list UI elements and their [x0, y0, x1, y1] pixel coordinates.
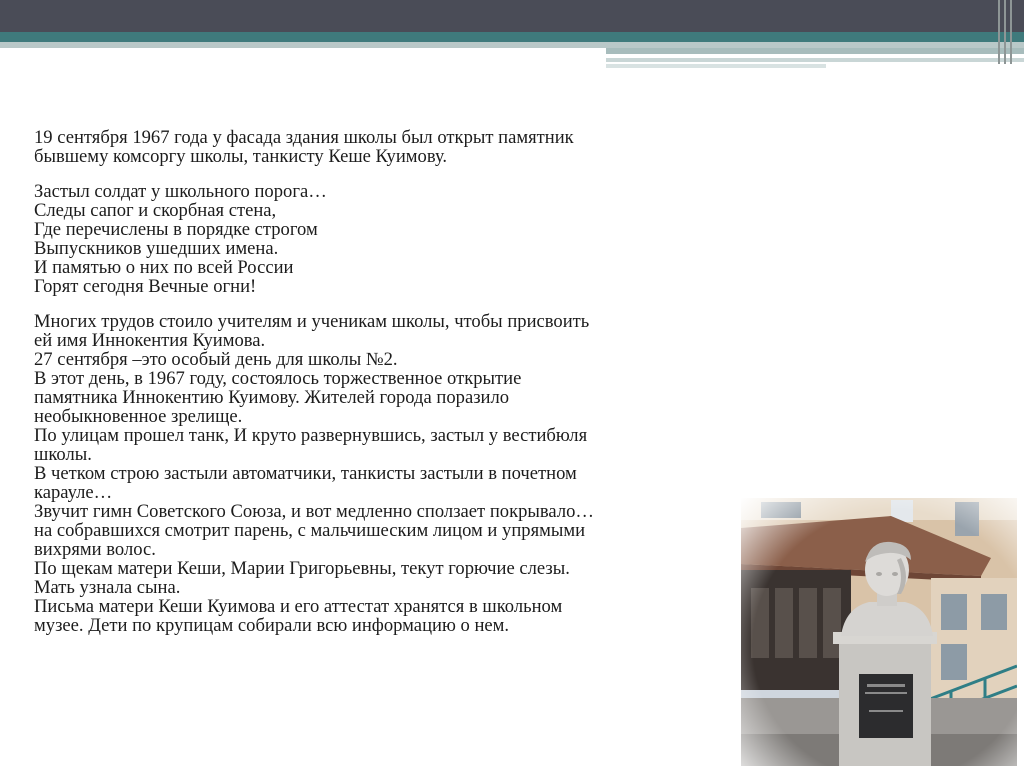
monument-photo [741, 498, 1017, 766]
header-accent-strip [606, 58, 1024, 62]
poem-paragraph: Застыл солдат у школьного порога… Следы сапог и скорбная стена, Где перечислены в порядке строгом Выпускников ушедших имена. И памятью о них по всей России Горят сегодня Вечные огни! [34, 181, 327, 297]
header-band-dark [0, 0, 1024, 32]
header-accent-strip [606, 48, 1024, 54]
slide-body-text [34, 128, 746, 651]
header-vertical-lines [998, 0, 1016, 64]
header-accent-strip [606, 64, 826, 68]
header-band-teal [0, 32, 1024, 42]
intro-paragraph: 19 сентября 1967 года у фасада здания школы был открыт памятник бывшему комсоргу школы, танкисту Кеше Куимову. [34, 127, 574, 167]
history-paragraph: Многих трудов стоило учителям и ученикам школы, чтобы присвоить ей имя Иннокентия Куимова. 27 сентября –это особый день для школы №2. В этот день, в 1967 году, состоялось торжественное открытие памятника Иннокентию Куимову. Жителей города поразило необыкновенное зрелище. По улицам прошел танк, И круто развернувшись, застыл у вестибюля школы. В четком строю застыли автоматчики, танкисты застыли в почетном карауле… Звучит гимн Советского Союза, и вот медленно сползает покрывало… на собравшихся смотрит парень, с мальчишеским лицом и упрямыми вихрями волос. По щекам матери Кеши, Марии Григорьевны, текут горючие слезы. Мать узнала сына. Письма матери Кеши Куимова и его аттестат хранятся в школьном музее. Дети по крупицам собирали всю информацию о нем. [34, 311, 595, 636]
